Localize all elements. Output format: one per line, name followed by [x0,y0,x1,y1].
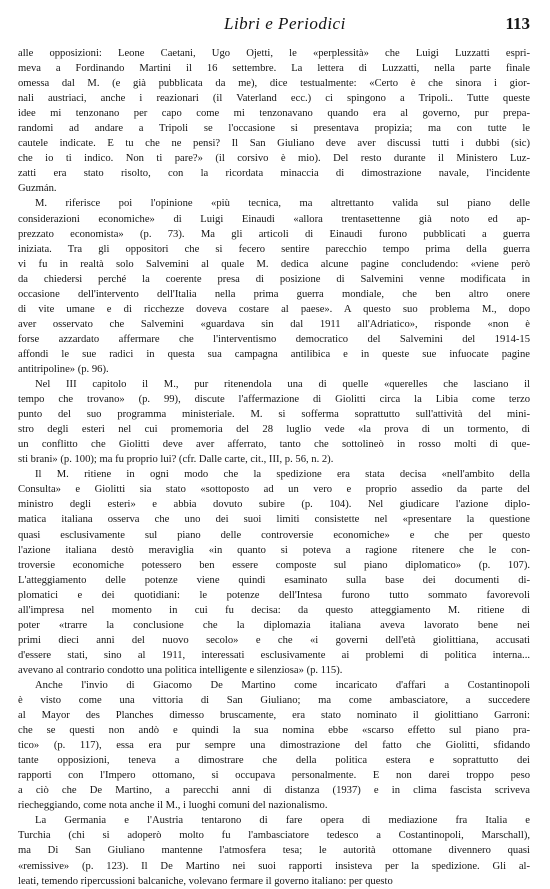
text-line: alle opposizioni: Leone Caetani, Ugo Ojetti, le «perplessità» che Luigi Luzzatti espri- [18,48,530,59]
text-line: «remissive» (p. 123). Il De Martino nei suoi rapporti insisteva per la spedizione. Gli al- [18,860,530,872]
text-line: avevano al contrario condotto una politica intelligente e silenziosa» (p. 115). [18,664,343,676]
text-line: all'impresa nel momento in cui fu decisa: da questo atteggiamento M. ritiene di [18,604,530,616]
text-line: d'essere stati, sino al 1911, interessati esclusivamente ai problemi di politica interna... [18,649,530,661]
running-header [0,14,550,40]
text-line: aver osservato che Salvemini «guardava sin dal 1911 all'Adriatico», risponde «non è [18,318,530,330]
text-line: sti brani» (p. 100); ma fu proprio lui? (cfr. Dalle carte, cit., III, p. 56, n. 2). [18,454,334,466]
text-line: plomatici e dei quotidiani: le potenze dell'Intesa furono tutto sommato favorevoli [18,589,530,601]
text-line: affondi le sue radici in questa sua campagna antilibica e in queste sue infuocate pagine [18,348,530,360]
text-line: riecheggiando, come nota anche il M., i luoghi comuni del nazionalismo. [18,800,328,812]
text-line: zatti era stato risolto, con la ricordata minaccia di dimostrazione navale, l'incidente [18,168,530,180]
paragraph [18,813,530,888]
text-line: che se questi non andò e quindi la sua nomina ebbe «scarso effetto sul piano pra- [18,725,530,737]
text-line: primi dieci anni del nuovo secolo» e che «i governi dell'età giolittiana, accusati [18,634,530,646]
text-line: Anche l'invio di Giacomo De Martino come incaricato d'affari a Costantinopoli [35,679,530,691]
text-line: poter «trarre la conclusione che la diplomazia italiana aveva lavorato bene nei [18,619,530,631]
text-line: nali austriaci, anche i reazionari (il Vaterland ecc.) ci spingono a Tripoli.. Tutte queste [18,93,530,105]
text-line: omessa dal M. (e già pubblicata da me), dice testualmente: «Certo è che sinora i gior- [18,78,530,90]
text-line: matica italiana osserva che uno dei suoi limiti consistette nel «presentare la questione [18,514,530,526]
text-line: è visto come una vittoria di San Giuliano; ma come ambasciatore, a succedere [18,695,530,707]
text-line: stro degli esteri nel cui promemoria del 28 luglio vede «la prova di un tormento, di [18,424,530,436]
text-line: a ciò che De Martino, a parecchi anni di distanza (1937) e in clima fascista scriveva [18,785,530,797]
paragraph [18,196,530,377]
text-line: cautele indicate. E tu che ne pensi? Il San Giuliano deve aver discussi tutti i dubbi (sic) [18,138,530,150]
text-line: Turchia (chi si adoperò molto fu l'ambasciatore tedesco a Costantinopoli, Marschall), [18,830,530,842]
text-line: iniziata. Tra gli oppositori che si fecero sentire parecchio tempo prima della guerra [18,243,530,255]
paragraph [18,377,530,467]
text-line: idee mi tenzonano per capo come mi tenzonavano quando era al governo, pur prepa- [18,108,530,120]
text-line: tempo che trovano» (p. 99), discute l'affermazione di Giolitti circa la Libia come terzo [18,394,530,406]
text-line: tante opposizioni, teneva a dimostrare che della politica estera e soprattutto dei [18,755,530,767]
text-line: forse azzardato affermare che l'interventismo democratico del Salvemini del 1914-15 [18,333,530,345]
article-body [18,46,530,889]
text-line: La Germania e l'Austria tentarono di fare opera di mediazione fra Italia e [35,815,530,827]
text-line: occasione dell'intervento dell'Italia nella prima guerra mondiale, che ben altro onere [18,288,530,300]
text-line: un conflitto che Giolitti deve aver afferrato, tanto che sottolineò in rosso molti di que- [18,439,530,451]
paragraph [18,678,530,813]
text-line: L'atteggiamento delle potenze viene quindi esaminato sulla base dei documenti di- [18,574,530,586]
text-line: considerazioni economiche» di Luigi Einaudi «allora trentasettenne già noto ed ap- [18,213,530,225]
text-line: di vite umane e di ricchezze doveva costare al paese». A questo suo problema M., dopo [18,303,530,315]
running-title: Libri e Periodici [224,14,346,33]
text-line: Il M. ritiene in ogni modo che la spedizione era stata decisa «nell'ambito della [35,469,530,481]
text-line: troversie economiche potessero ben essere composte sul piano diplomatico» (p. 107). [18,559,530,571]
text-line: da chiedersi perché la coerente presa di posizione di Salvemini venne modificata in [18,273,530,285]
paragraph [18,46,530,196]
text-line: quasi esclusivamente sul piano delle controversie economiche» e che per questo [18,529,530,541]
text-line: vi fu in realtà solo Salvemini al quale M. dedica alcune pagine concludendo: «viene però [18,258,530,270]
text-line: punto del suo programma ministeriale. M. si sofferma soprattutto sull'attività del mini- [18,409,530,421]
text-line: Guzmán. [18,183,57,195]
text-line: Nel III capitolo il M., pur ritenendola una di quelle «querelles che lasciano il [35,379,530,391]
text-line: leati, temendo ripercussioni balcaniche, volevano fermare il governo italiano: per questo [18,875,393,887]
text-line: tico» (p. 117), essa era pur sempre una dimostrazione del fatto che Giolitti, sfidando [18,740,530,752]
text-line: M. riferisce poi l'opinione «più tecnica, ma altrettanto valida sul piano delle [35,198,530,210]
text-line: al Mayor des Planches dimesso bruscamente, era stato nominato il giolittiano Garroni: [18,710,530,722]
text-line: ma Di San Giuliano mantenne l'atmosfera tesa; le autorità ottomane divennero quasi [18,845,530,857]
text-line: rapporti con l'Impero ottomano, si occupava personalmente. E non darei troppo peso [18,770,530,782]
page-number: 113 [505,14,530,33]
paragraph [18,467,530,678]
text-line: meva a Fordinando Martini il 16 settembre. La lettera di Luzzatti, nella parte finale [18,63,530,75]
text-line: che io ti indico. Non ti pare?» (il corsivo è mio). Del resto durante il Ministero Luz- [18,153,530,165]
text-line: Consulta» e Giolitti sia stato «sottoposto ad un vero e proprio assedio da parte del [18,484,530,496]
text-line: antitripoline» (p. 96). [18,363,109,375]
text-line: ministro degli esteri» e abbia dovuto subire (p. 104). Nel giudicare l'azione diplo- [18,499,530,511]
text-line: randomi ad andare a Tripoli se l'occasione si presentava propizia; ma con tutte le [18,123,530,135]
text-line: prezzato economista» (p. 73). Ma gli articoli di Einaudi furono pubblicati a guerra [18,228,530,240]
text-line: l'azione italiana destò meraviglia «in quanto si poteva a ragione ritenere che le con- [18,544,530,556]
